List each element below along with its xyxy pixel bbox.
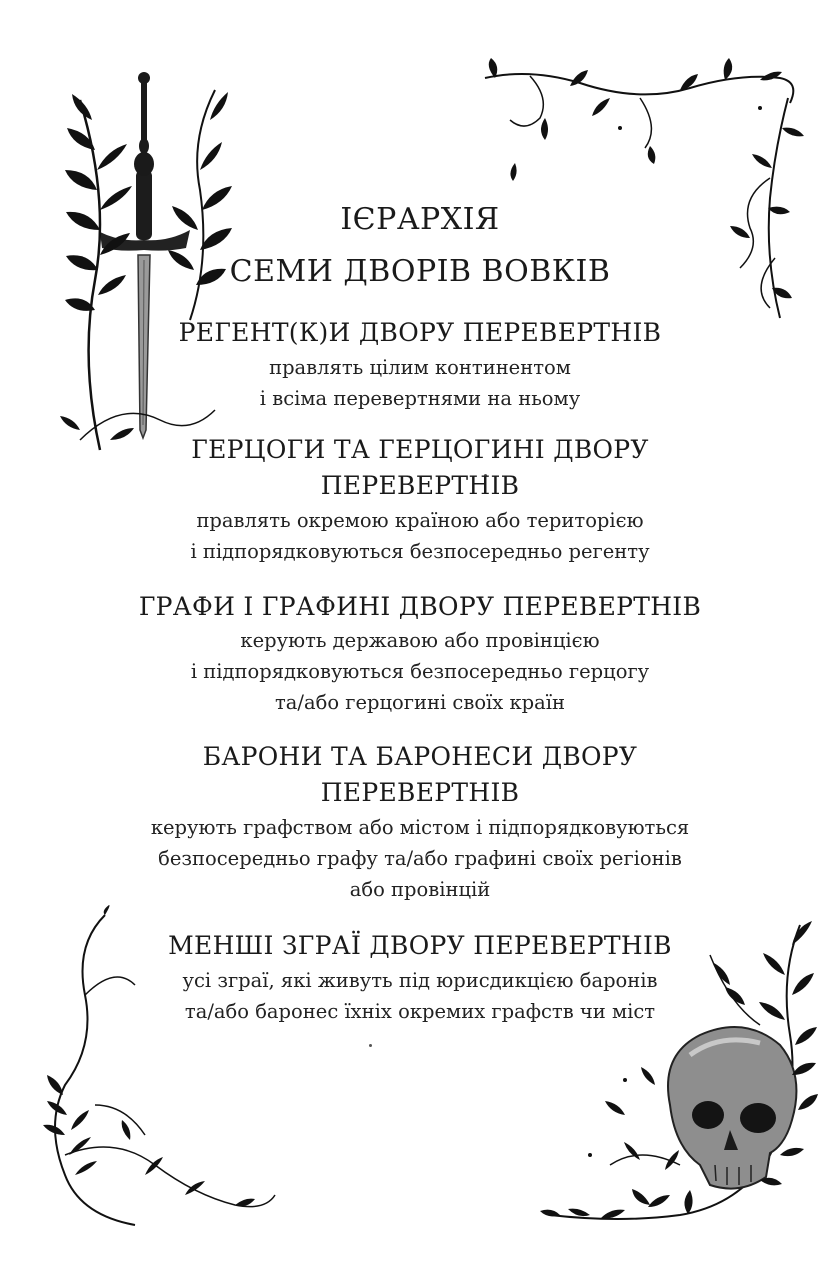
rank-description-line: і всіма перевертнями на ньому (259, 387, 581, 410)
rank-description-line: і підпорядковуються безпосередньо герцогу (190, 660, 650, 683)
rank-description-line: і підпорядковуються безпосередньо регенту (190, 540, 650, 563)
rank-description-line: безпосередньо графу та/або графині своїх регіонів (158, 847, 682, 870)
hierarchy-section-counts (0, 590, 840, 718)
rank-description-line: керують державою або провінцією (240, 629, 600, 652)
rank-heading: ГЕРЦОГИ ТА ГЕРЦОГИНІ ДВОРУ (191, 435, 649, 464)
page-title (0, 196, 840, 296)
rank-heading: ПЕРЕВЕРТНІВ (320, 778, 520, 807)
hierarchy-section-regents (0, 316, 840, 414)
rank-heading: ПЕРЕВЕРТНІВ (320, 471, 520, 500)
rank-description-line: та/або баронес їхніх окремих графств чи міст (184, 1000, 656, 1023)
hierarchy-section-lesser-packs (0, 929, 840, 1027)
hierarchy-section-barons (0, 740, 840, 905)
rank-description-line: правлять цілим континентом (269, 356, 571, 379)
title-line-2: СЕМИ ДВОРІВ ВОВКІВ (229, 254, 611, 289)
rank-description-line: керують графством або містом і підпорядковуються (150, 816, 690, 839)
rank-heading: БАРОНИ ТА БАРОНЕСИ ДВОРУ (202, 742, 638, 771)
rank-heading: МЕНШІ ЗГРАЇ ДВОРУ ПЕРЕВЕРТНІВ (168, 931, 672, 960)
rank-description-line: або провінцій (349, 878, 491, 901)
hierarchy-section-dukes (0, 433, 840, 567)
title-line-1: ІЄРАРХІЯ (340, 202, 500, 237)
rank-description-line: усі зграї, які живуть під юрисдикцією баронів (182, 969, 658, 992)
ink-speck (369, 1044, 372, 1047)
rank-heading: РЕГЕНТ(К)И ДВОРУ ПЕРЕВЕРТНІВ (178, 318, 662, 347)
rank-description-line: правлять окремою країною або територією (196, 509, 644, 532)
rank-heading: ГРАФИ І ГРАФИНІ ДВОРУ ПЕРЕВЕРТНІВ (138, 592, 702, 621)
rank-description-line: та/або герцогині своїх країн (274, 691, 566, 714)
